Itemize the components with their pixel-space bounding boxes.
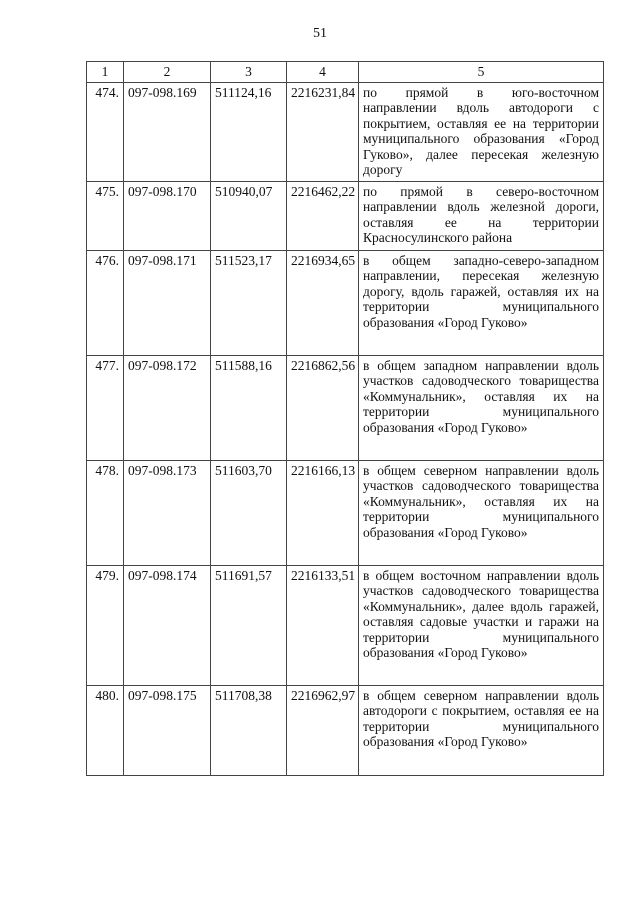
- boundary-points-table: [86, 61, 604, 776]
- point-code: 097-098.170: [124, 181, 211, 250]
- row-number: 475.: [87, 181, 124, 250]
- column-header-x: 3: [211, 62, 287, 83]
- coordinate-y: 2216862,56: [287, 355, 359, 460]
- row-number: 476.: [87, 250, 124, 355]
- boundary-description: в общем западном направлении вдоль участков садоводческого товарищества «Коммунальник», оставляя их на территории муниципального образования «Город Гуково»: [359, 355, 604, 460]
- page-number: 51: [313, 26, 327, 41]
- table-row: [87, 355, 604, 460]
- boundary-description: в общем восточном направлении вдоль участков садоводческого товарищества «Коммунальник», далее вдоль гаражей, оставляя садовые участки и гаражи на территории муниципального образования «Город Гуково»: [359, 565, 604, 685]
- table-header-row: [87, 62, 604, 83]
- coordinate-x: 511588,16: [211, 355, 287, 460]
- coordinate-x: 511603,70: [211, 460, 287, 565]
- row-number: 477.: [87, 355, 124, 460]
- point-code: 097-098.175: [124, 685, 211, 775]
- row-number: 479.: [87, 565, 124, 685]
- table-row: [87, 685, 604, 775]
- column-header-code: 2: [124, 62, 211, 83]
- table-row: [87, 82, 604, 181]
- point-code: 097-098.174: [124, 565, 211, 685]
- row-number: 474.: [87, 82, 124, 181]
- table-row: [87, 181, 604, 250]
- coordinate-y: 2216166,13: [287, 460, 359, 565]
- point-code: 097-098.169: [124, 82, 211, 181]
- coordinate-y: 2216231,84: [287, 82, 359, 181]
- point-code: 097-098.171: [124, 250, 211, 355]
- boundary-description: в общем западно-северо-западном направлении, пересекая железную дорогу, вдоль гаражей, оставляя их на территории муниципального образования «Город Гуково»: [359, 250, 604, 355]
- column-header-number: 1: [87, 62, 124, 83]
- table-row: [87, 250, 604, 355]
- coordinate-y: 2216462,22: [287, 181, 359, 250]
- point-code: 097-098.172: [124, 355, 211, 460]
- coordinate-y: 2216133,51: [287, 565, 359, 685]
- boundary-description: по прямой в юго-восточном направлении вдоль автодороги с покрытием, оставляя ее на территории муниципального образования «Город Гуково», далее пересекая железную дорогу: [359, 82, 604, 181]
- boundary-description: в общем северном направлении вдоль автодороги с покрытием, оставляя ее на территории муниципального образования «Город Гуково»: [359, 685, 604, 775]
- coordinate-x: 511124,16: [211, 82, 287, 181]
- coordinate-y: 2216962,97: [287, 685, 359, 775]
- coordinate-x: 511691,57: [211, 565, 287, 685]
- boundary-description: по прямой в северо-восточном направлении вдоль железной дороги, оставляя ее на территории Красносулинского района: [359, 181, 604, 250]
- coordinate-y: 2216934,65: [287, 250, 359, 355]
- table-row: [87, 565, 604, 685]
- column-header-description: 5: [359, 62, 604, 83]
- boundary-description: в общем северном направлении вдоль участков садоводческого товарищества «Коммунальник», оставляя их на территории муниципального образования «Город Гуково»: [359, 460, 604, 565]
- table-row: [87, 460, 604, 565]
- point-code: 097-098.173: [124, 460, 211, 565]
- row-number: 480.: [87, 685, 124, 775]
- coordinate-x: 511708,38: [211, 685, 287, 775]
- coordinate-x: 510940,07: [211, 181, 287, 250]
- column-header-y: 4: [287, 62, 359, 83]
- coordinate-x: 511523,17: [211, 250, 287, 355]
- row-number: 478.: [87, 460, 124, 565]
